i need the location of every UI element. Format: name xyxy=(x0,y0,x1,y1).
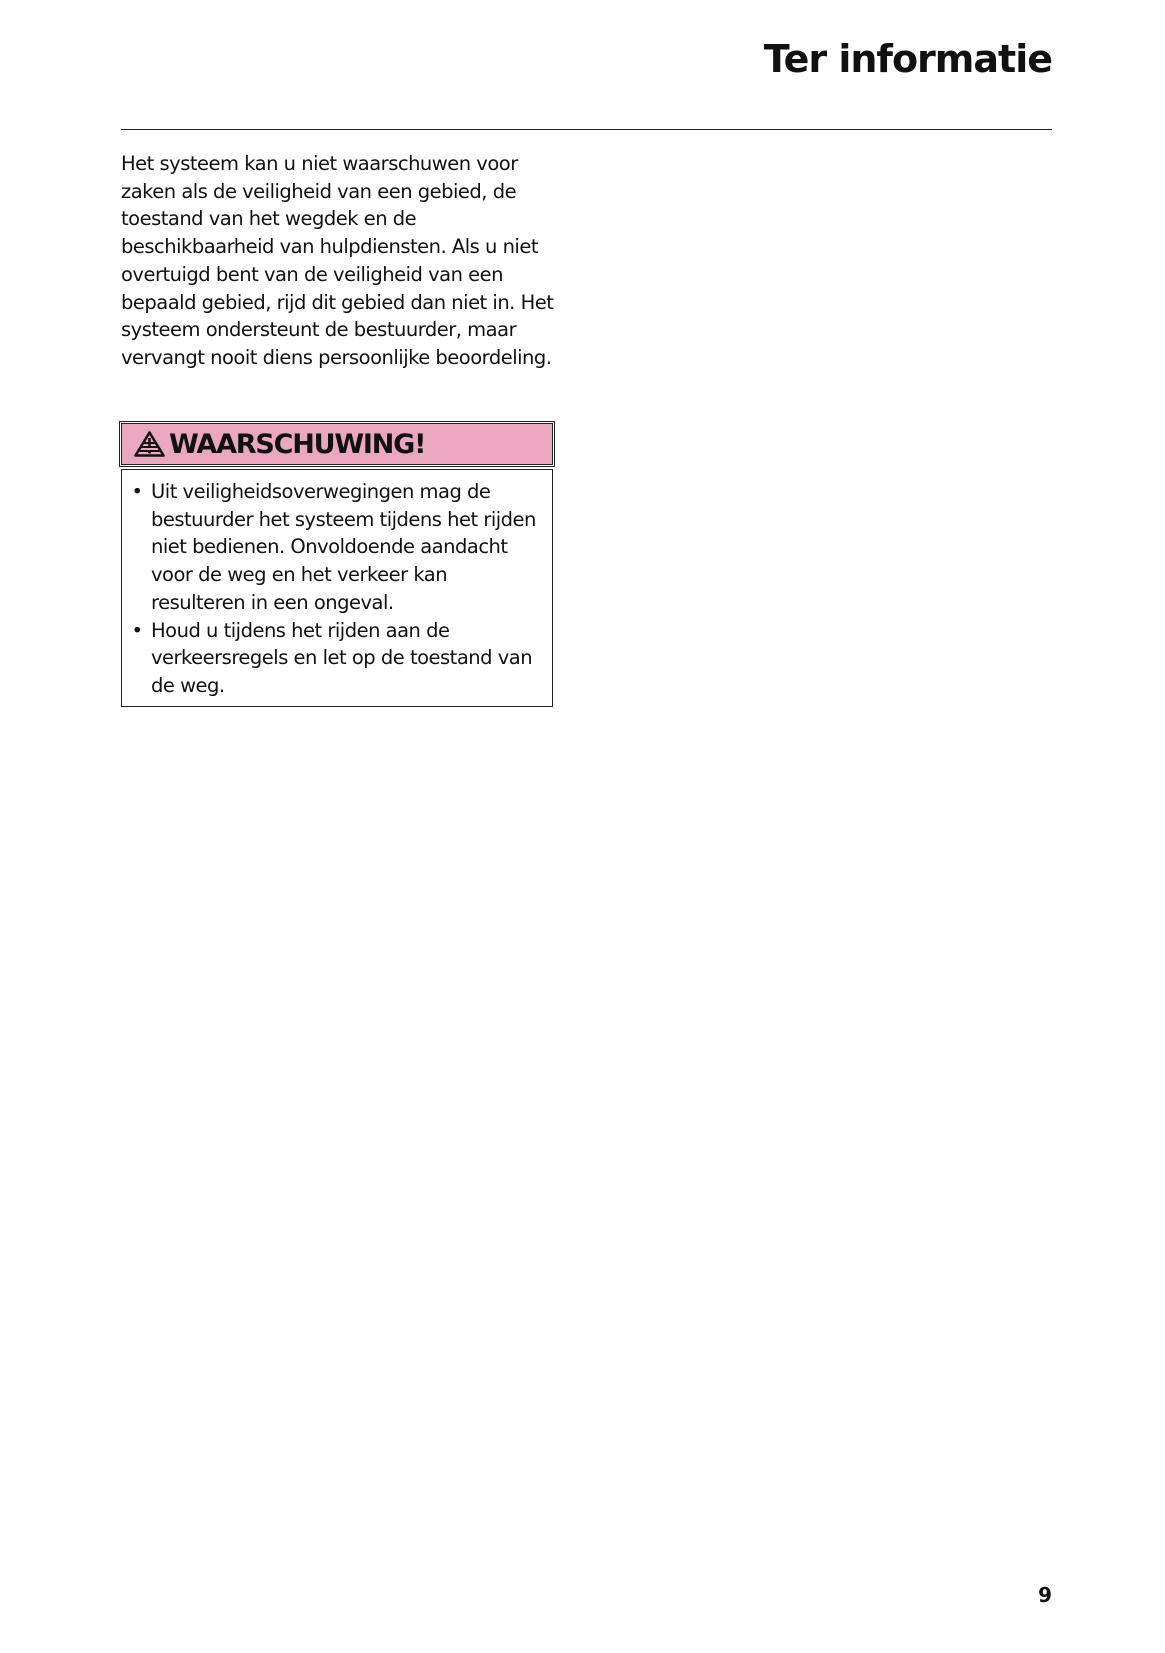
warning-list xyxy=(130,478,544,700)
bullet-icon: • xyxy=(131,480,143,503)
bullet-icon: • xyxy=(131,618,143,642)
warning-triangle-icon xyxy=(134,431,165,457)
warning-title: WAARSCHUWING! xyxy=(169,428,426,460)
warning-header xyxy=(121,423,553,465)
warning-body xyxy=(121,469,553,707)
page-number: 9 xyxy=(1038,1583,1052,1607)
title-divider xyxy=(121,129,1052,130)
warning-list-item xyxy=(130,617,544,700)
warning-list-item xyxy=(130,478,544,617)
page-title: Ter informatie xyxy=(763,37,1052,81)
warning-item-text: Houd u tijdens het rijden aan de verkeersregels en let op de toestand van de weg. xyxy=(151,618,533,697)
warning-box xyxy=(121,423,553,707)
intro-paragraph: Het systeem kan u niet waarschuwen voor zaken als de veiligheid van een gebied, de toestand van het wegdek en de beschikbaarheid van hulpdiensten. Als u niet overtuigd bent van de veiligheid van een bepaald gebied, rijd dit gebied dan niet in. Het systeem ondersteunt de bestuurder, maar vervangt nooit diens persoonlijke beoordeling. xyxy=(121,152,554,369)
warning-item-text: Uit veiligheidsoverwegingen mag de bestuurder het systeem tijdens het rijden niet bedienen. Onvoldoende aandacht voor de weg en het verkeer kan resulteren in een ongeval. xyxy=(151,480,536,614)
